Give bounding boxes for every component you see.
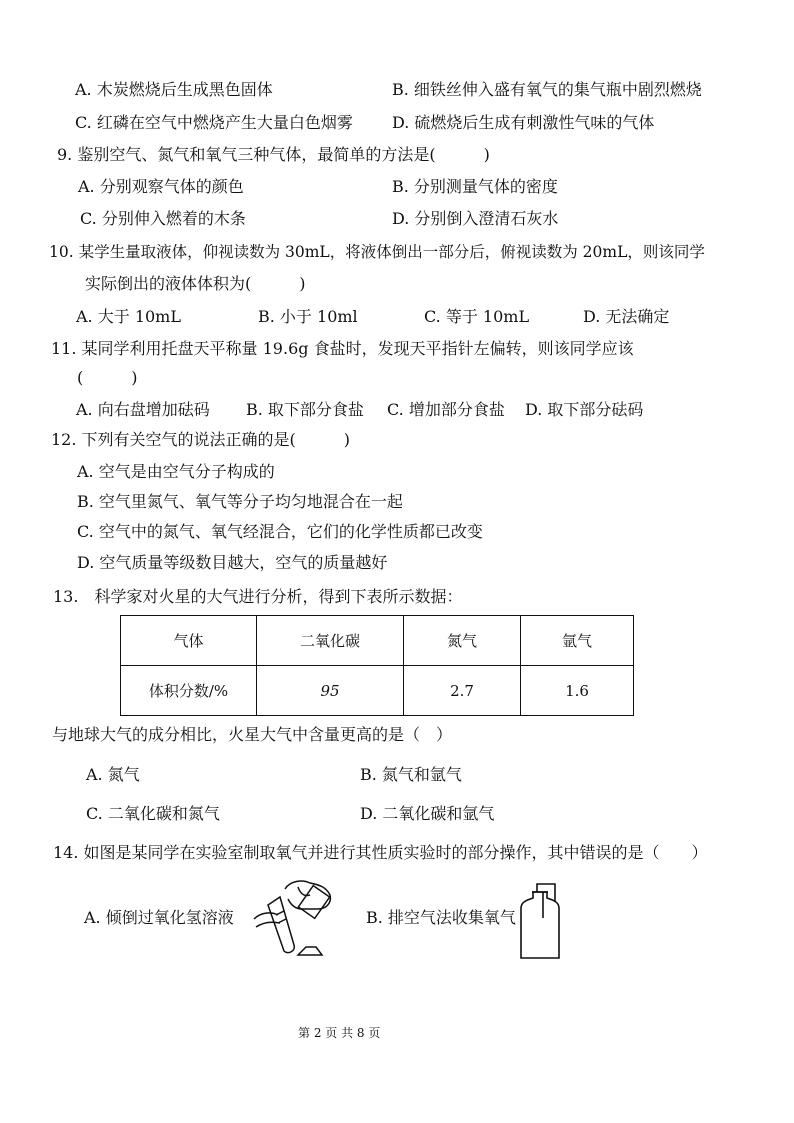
table-header-cell: 气体 <box>121 616 257 666</box>
pouring-liquid-figure <box>250 875 340 965</box>
q11-option-b: B. 取下部分食盐 <box>246 400 364 419</box>
q13-stem: 13. 科学家对火星的大气进行分析，得到下表所示数据： <box>53 587 463 606</box>
q8-option-d: D. 硫燃烧后生成有刺激性气味的气体 <box>392 113 655 132</box>
table-header-cell: 氩气 <box>521 616 634 666</box>
q12-option-c: C. 空气中的氮气、氧气经混合，它们的化学性质都已改变 <box>77 522 483 541</box>
q10-option-c: C. 等于 10mL <box>424 307 530 326</box>
q13-option-b: B. 氮气和氩气 <box>360 765 462 784</box>
q8-option-c: C. 红磷在空气中燃烧产生大量白色烟雾 <box>75 113 353 132</box>
q9-option-b: B. 分别测量气体的密度 <box>392 177 558 196</box>
q9-option-d: D. 分别倒入澄清石灰水 <box>392 209 559 228</box>
q12-option-d: D. 空气质量等级数目越大，空气的质量越好 <box>77 553 388 572</box>
q8-option-b: B. 细铁丝伸入盛有氧气的集气瓶中剧烈燃烧 <box>392 80 702 99</box>
q10-stem-line1: 10. 某学生量取液体，仰视读数为 30mL，将液体倒出一部分后，俯视读数为 20mL，则该同学 <box>49 243 705 261</box>
q13-option-c: C. 二氧化碳和氮气 <box>86 804 220 823</box>
mars-atmosphere-table <box>120 615 634 716</box>
table-row <box>121 666 634 716</box>
table-cell: 体积分数/% <box>121 666 257 716</box>
q12-option-a: A. 空气是由空气分子构成的 <box>77 462 275 481</box>
table-cell: 2.7 <box>404 666 521 716</box>
q13-option-d: D. 二氧化碳和氩气 <box>360 804 495 823</box>
q8-option-a: A. 木炭燃烧后生成黑色固体 <box>75 80 273 99</box>
q13-option-a: A. 氮气 <box>86 765 140 784</box>
q12-option-b: B. 空气里氮气、氧气等分子均匀地混合在一起 <box>77 492 403 511</box>
table-header-cell: 二氧化碳 <box>257 616 404 666</box>
gas-collection-bottle-figure <box>515 878 565 963</box>
q14-stem: 14. 如图是某同学在实验室制取氧气并进行其性质实验时的部分操作，其中错误的是（ ） <box>53 843 708 862</box>
q11-stem-line1: 11. 某同学利用托盘天平称量 19.6g 食盐时，发现天平指针左偏转，则该同学应该 <box>51 339 634 358</box>
q10-option-d: D. 无法确定 <box>583 307 670 326</box>
q12-stem: 12. 下列有关空气的说法正确的是( ) <box>51 430 351 449</box>
table-cell: 95 <box>257 666 404 716</box>
q10-option-a: A. 大于 10mL <box>76 307 181 326</box>
q11-option-a: A. 向右盘增加砝码 <box>76 400 210 419</box>
q14-option-a: A. 倾倒过氧化氢溶液 <box>84 908 234 927</box>
q11-option-d: D. 取下部分砝码 <box>525 400 644 419</box>
page-number: 第 2 页 共 8 页 <box>298 1026 381 1040</box>
q9-stem: 9. 鉴别空气、氮气和氧气三种气体，最简单的方法是( ) <box>57 145 490 164</box>
q9-option-a: A. 分别观察气体的颜色 <box>78 177 244 196</box>
q11-stem-line2: ( ) <box>77 368 138 387</box>
table-header-cell: 氮气 <box>404 616 521 666</box>
q10-stem-line2: 实际倒出的液体体积为( ) <box>85 274 306 293</box>
q14-option-b: B. 排空气法收集氧气 <box>366 908 516 927</box>
q10-option-b: B. 小于 10ml <box>258 307 358 326</box>
q9-option-c: C. 分别伸入燃着的木条 <box>80 209 246 228</box>
table-cell: 1.6 <box>521 666 634 716</box>
q11-option-c: C. 增加部分食盐 <box>387 400 505 419</box>
table-header-row <box>121 616 634 666</box>
q13-question: 与地球大气的成分相比，火星大气中含量更高的是（ ） <box>52 725 453 744</box>
